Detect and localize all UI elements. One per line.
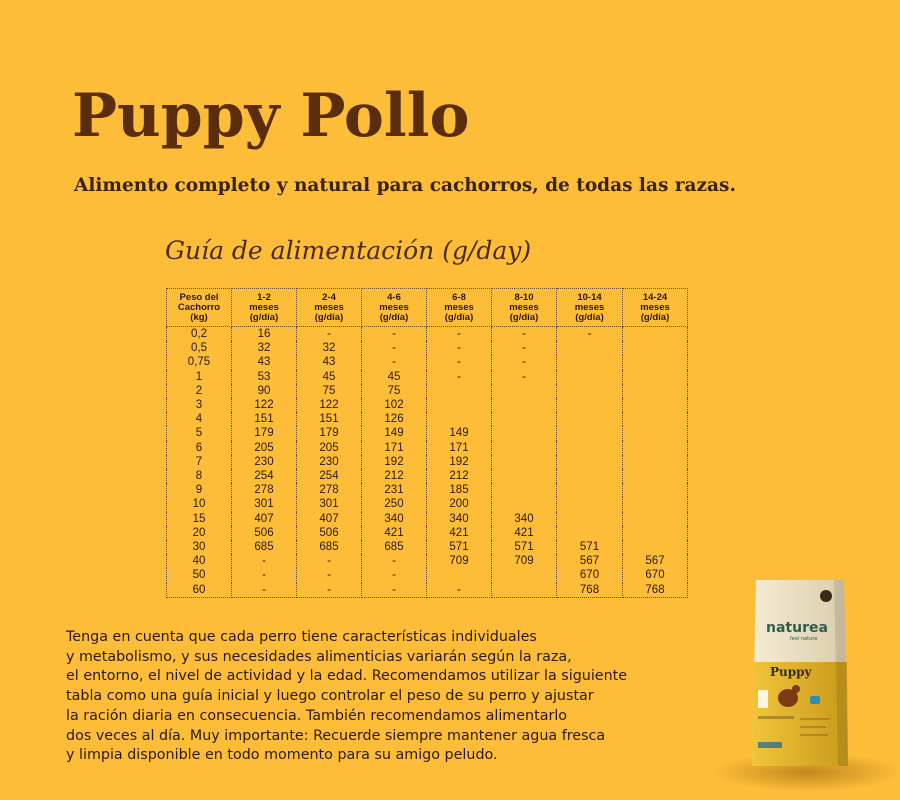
ration-cell: - [297,554,362,568]
ration-cell [492,426,557,440]
weight-cell: 30 [167,540,232,554]
ration-cell [623,469,688,483]
column-header [623,289,688,327]
column-header-line: meses [509,302,539,313]
table-row [167,398,688,412]
ration-cell: 192 [362,455,427,469]
ration-cell: 768 [623,583,688,598]
ration-cell: - [362,327,427,342]
ration-cell: 571 [492,540,557,554]
note-line: tabla como una guía inicial y luego controlar el peso de su perro y ajustar [66,688,594,705]
ration-cell: - [492,370,557,384]
ration-cell: 301 [297,497,362,511]
column-header-line: meses [249,302,279,313]
ration-cell: 685 [362,540,427,554]
column-header-line: 2-4 [322,292,336,303]
ration-cell: 685 [232,540,297,554]
ration-cell: 151 [232,412,297,426]
ration-cell [557,355,623,369]
ration-cell: 567 [623,554,688,568]
column-header-line: (g/día) [575,312,604,323]
ration-cell: 122 [297,398,362,412]
ration-cell: 421 [492,526,557,540]
feeding-guide-title: Guía de alimentación (g/day) [165,236,532,265]
ration-cell: 421 [362,526,427,540]
column-header-line: meses [574,302,605,313]
ration-cell: 16 [232,327,297,342]
column-header-line: meses [379,302,409,313]
column-header [167,289,232,327]
weight-cell: 50 [167,568,232,582]
note-line: la ración diaria en consecuencia. También recomendamos alimentarlo [66,707,568,724]
ration-cell: 670 [557,568,623,582]
ration-cell [492,497,557,511]
ration-cell: 200 [427,497,492,511]
column-header [492,289,557,327]
column-header-line: 1-2 [257,292,271,303]
column-header-line: 6-8 [452,292,466,303]
ration-cell [623,540,688,554]
weight-cell: 8 [167,469,232,483]
table-header-row [167,289,688,327]
bag-product-name: Puppy [770,665,812,679]
ration-cell: 179 [232,426,297,440]
ration-cell: 421 [427,526,492,540]
table-row [167,455,688,469]
note-line: y metabolismo, y sus necesidades alimenticias variarán según la raza, [66,648,572,665]
table-row [167,327,688,342]
ration-cell [557,426,623,440]
ration-cell [427,398,492,412]
ration-cell: - [492,341,557,355]
ration-cell: 685 [297,540,362,554]
ration-cell: - [427,355,492,369]
ration-cell: - [427,370,492,384]
ration-cell: - [362,583,427,598]
weight-cell: 0,75 [167,355,232,369]
ration-cell [557,469,623,483]
ration-cell: 43 [232,355,297,369]
table-row [167,540,688,554]
table-row [167,483,688,497]
ration-cell: 506 [297,526,362,540]
ration-cell: 250 [362,497,427,511]
ration-cell [623,497,688,511]
ration-cell [492,441,557,455]
column-header-line: (g/día) [314,312,344,323]
weight-cell: 0,2 [167,327,232,342]
ration-cell: 230 [297,455,362,469]
ration-cell: - [362,355,427,369]
ration-cell: 407 [297,512,362,526]
ration-cell: 278 [232,483,297,497]
ration-cell: 278 [297,483,362,497]
ration-cell [623,526,688,540]
ration-cell [623,327,688,342]
ration-cell: 301 [232,497,297,511]
ration-cell: 205 [297,441,362,455]
column-header-line: (g/día) [444,312,474,323]
column-header-line: meses [640,302,670,313]
ration-cell [623,370,688,384]
table-row [167,370,688,384]
ration-cell: 212 [362,469,427,483]
note-line: Tenga en cuenta que cada perro tiene características individuales [66,629,537,645]
column-header-line: 10-14 [577,292,602,303]
table-row [167,412,688,426]
ration-cell: 149 [362,426,427,440]
ration-cell: 171 [427,441,492,455]
ration-cell [492,384,557,398]
ration-cell: 571 [557,540,623,554]
ration-cell: 122 [232,398,297,412]
table-row [167,568,688,582]
ration-cell: 205 [232,441,297,455]
page-subtitle: Alimento completo y natural para cachorros, de todas las razas. [74,175,736,196]
weight-cell: 10 [167,497,232,511]
ration-cell: 185 [427,483,492,497]
ration-cell: 149 [427,426,492,440]
ration-cell: 231 [362,483,427,497]
column-header-line: 14-24 [642,292,668,303]
weight-cell: 15 [167,512,232,526]
column-header-line: (g/día) [509,312,539,323]
ration-cell [427,412,492,426]
ration-cell [557,455,623,469]
ration-cell: 340 [492,512,557,526]
column-header [232,289,297,327]
ration-cell: 709 [492,554,557,568]
weight-cell: 6 [167,441,232,455]
ration-cell: 571 [427,540,492,554]
ration-cell [427,568,492,582]
table-row [167,526,688,540]
ration-cell: - [232,568,297,582]
ration-cell [557,526,623,540]
ration-cell [623,441,688,455]
weight-cell: 5 [167,426,232,440]
table-row [167,426,688,440]
ration-cell [623,341,688,355]
ration-cell: - [232,583,297,598]
ration-cell: 506 [232,526,297,540]
ration-cell: 179 [297,426,362,440]
ration-cell [427,384,492,398]
ration-cell [557,370,623,384]
ration-cell: 171 [362,441,427,455]
ration-cell: 670 [623,568,688,582]
ration-cell: 45 [297,370,362,384]
ration-cell: - [297,327,362,342]
column-header-line: 8-10 [514,292,534,303]
ration-cell: - [492,355,557,369]
note-line: el entorno, el nivel de actividad y la edad. Recomendamos utilizar la siguiente [66,668,628,685]
column-header [297,289,362,327]
column-header-line: Peso del [179,292,219,303]
column-header-line: Cachorro [177,302,221,313]
column-header-line: (g/día) [640,312,670,323]
ration-cell: - [297,568,362,582]
ration-cell: 340 [362,512,427,526]
table-row [167,341,688,355]
ration-cell: 32 [232,341,297,355]
column-header-line: meses [444,302,474,313]
ration-cell: 709 [427,554,492,568]
ration-cell [492,455,557,469]
note-line: y limpia disponible en todo momento para su amigo peludo. [66,747,498,764]
column-header-line: 4-6 [387,292,401,303]
ration-cell: 768 [557,583,623,598]
column-header-line: (g/día) [249,312,279,323]
ration-cell [623,384,688,398]
ration-cell [492,412,557,426]
ration-cell [557,483,623,497]
table-body [167,327,688,598]
ration-cell [623,355,688,369]
table-row [167,583,688,598]
ration-cell: 254 [297,469,362,483]
table-row [167,384,688,398]
weight-cell: 40 [167,554,232,568]
ration-cell: 43 [297,355,362,369]
ration-cell [557,441,623,455]
ration-cell: - [232,554,297,568]
ration-cell [492,483,557,497]
ration-cell: 340 [427,512,492,526]
dog-food-bag-icon [748,576,852,772]
bag-tagline: feel nature [790,636,818,642]
ration-cell [557,398,623,412]
ration-cell: 407 [232,512,297,526]
weight-cell: 9 [167,483,232,497]
column-header [427,289,492,327]
ration-cell: 75 [362,384,427,398]
ration-cell: 90 [232,384,297,398]
table-row [167,512,688,526]
ration-cell: 254 [232,469,297,483]
ration-cell: - [427,583,492,598]
feeding-table [166,288,688,598]
ration-cell: 212 [427,469,492,483]
bag-brand: naturea [766,620,828,636]
ration-cell [492,398,557,412]
ration-cell [557,512,623,526]
ration-cell [557,341,623,355]
column-header-line: (g/día) [379,312,409,323]
feeding-note [66,628,716,766]
ration-cell: - [362,341,427,355]
column-header [362,289,427,327]
note-line: dos veces al día. Muy importante: Recuerde siempre mantener agua fresca [66,727,606,744]
ration-cell [623,412,688,426]
ration-cell: 192 [427,455,492,469]
ration-cell: 45 [362,370,427,384]
ration-cell: 126 [362,412,427,426]
ration-cell [492,568,557,582]
page-title: Puppy Pollo [72,81,470,151]
ration-cell [623,512,688,526]
table-row [167,355,688,369]
ration-cell [492,469,557,483]
ration-cell [623,398,688,412]
ration-cell: 53 [232,370,297,384]
ration-cell: - [297,583,362,598]
ration-cell: - [362,568,427,582]
table-row [167,441,688,455]
ration-cell [623,455,688,469]
ration-cell: - [427,327,492,342]
ration-cell [492,583,557,598]
weight-cell: 60 [167,583,232,598]
ration-cell: 75 [297,384,362,398]
weight-cell: 1 [167,370,232,384]
weight-cell: 20 [167,526,232,540]
ration-cell: 567 [557,554,623,568]
weight-cell: 3 [167,398,232,412]
ration-cell [557,497,623,511]
column-header-line: (kg) [190,312,208,323]
ration-cell [623,483,688,497]
table-row [167,469,688,483]
ration-cell: - [362,554,427,568]
ration-cell: - [557,327,623,342]
ration-cell: 102 [362,398,427,412]
weight-cell: 2 [167,384,232,398]
column-header-line: meses [314,302,344,313]
ration-cell: 151 [297,412,362,426]
weight-cell: 4 [167,412,232,426]
table-row [167,497,688,511]
weight-cell: 7 [167,455,232,469]
ration-cell: - [427,341,492,355]
weight-cell: 0,5 [167,341,232,355]
ration-cell [623,426,688,440]
column-header [557,289,623,327]
ration-cell: 230 [232,455,297,469]
table-row [167,554,688,568]
ration-cell: 32 [297,341,362,355]
ration-cell [557,412,623,426]
ration-cell [557,384,623,398]
ration-cell: - [492,327,557,342]
